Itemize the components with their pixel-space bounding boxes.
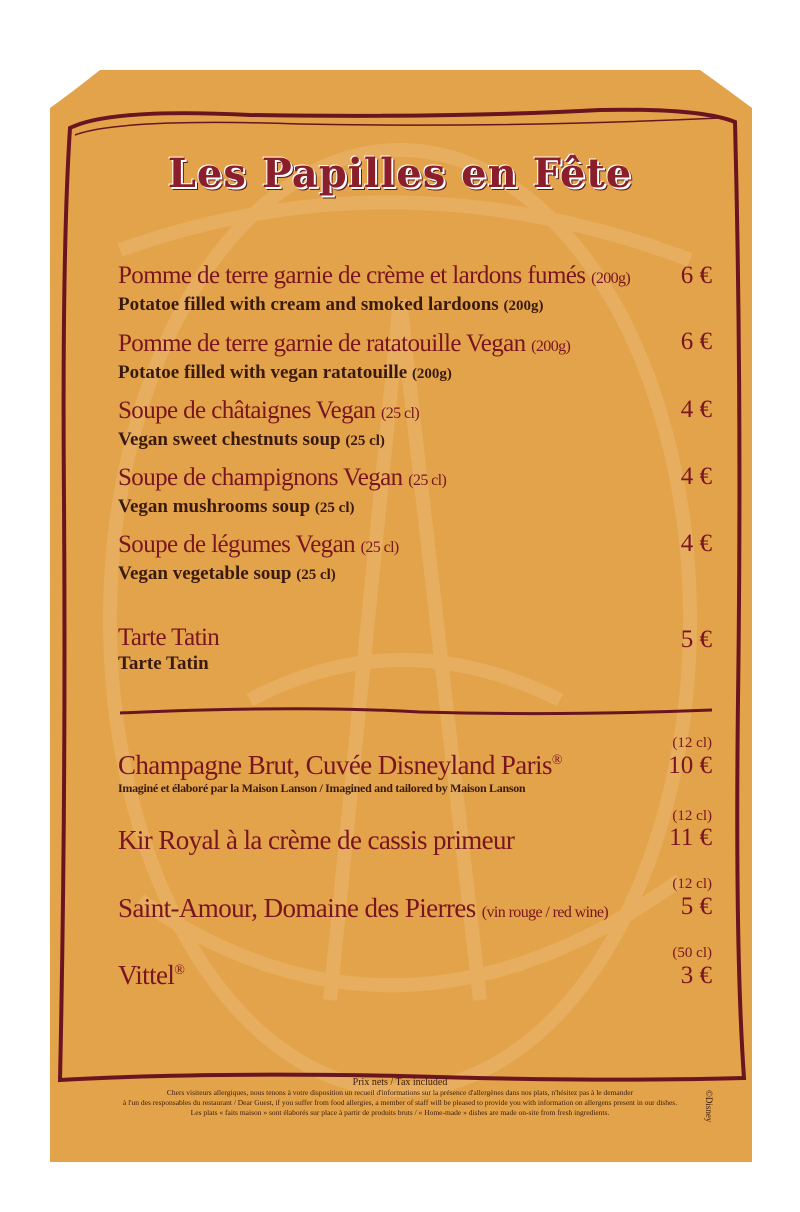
- drink-price: 11 €: [669, 824, 712, 851]
- drink-item: [118, 893, 718, 924]
- item-price: 5 €: [680, 626, 712, 653]
- drink-price: 10 €: [668, 752, 712, 779]
- menu-title: Les Papilles en Fête: [167, 150, 633, 197]
- item-name-fr: Soupe de châtaignes Vegan: [118, 397, 376, 424]
- item-name-fr: Tarte Tatin: [118, 624, 220, 651]
- drink-volume: (12 cl): [672, 808, 712, 824]
- drink-item: [118, 960, 718, 991]
- item-name-en: Vegan vegetable soup: [118, 563, 292, 584]
- item-size-fr: (25 cl): [381, 405, 420, 422]
- drink-name: Vittel: [118, 960, 175, 990]
- footer-allergy-note: Chers visiteurs allergiques, nous tenons à votre disposition un recueil d'informations sur la présence d'allergènes dans nos plats, n'hésitez pas à le demander: [166, 1088, 634, 1097]
- item-name-fr: Pomme de terre garnie de ratatouille Vegan: [118, 330, 526, 357]
- drink-name: Kir Royal à la crème de cassis primeur: [118, 825, 515, 855]
- item-name-en: Potatoe filled with vegan ratatouille: [118, 362, 408, 383]
- item-size-en: (25 cl): [314, 500, 355, 516]
- item-size-fr: (25 cl): [360, 539, 399, 556]
- registered-mark: ®: [174, 963, 185, 978]
- drink-name: Champagne Brut, Cuvée Disneyland Paris: [118, 750, 552, 780]
- item-size-en: (200g): [411, 366, 452, 382]
- item-name-en: Tarte Tatin: [118, 653, 209, 674]
- menu-item: [118, 397, 718, 453]
- menu-item-dessert: [118, 624, 718, 676]
- drink-name: Saint-Amour, Domaine des Pierres: [118, 893, 476, 923]
- drink-volume: (12 cl): [672, 876, 712, 892]
- drink-note: Imaginé et élaboré par la Maison Lanson / Imagined and tailored by Maison Lanson: [118, 781, 526, 795]
- item-name-fr: Soupe de champignons Vegan: [118, 464, 403, 491]
- drink-volume: (50 cl): [672, 945, 712, 961]
- item-price: 4 €: [680, 396, 712, 423]
- item-price: 6 €: [680, 328, 712, 355]
- item-size-fr: (200g): [591, 270, 631, 287]
- menu-item: [118, 464, 718, 520]
- footer-homemade-note: Les plats « faits maison » sont élaborés sur place à partir de produits bruts / « Home-made » dishes are made on-site from fresh ingredients.: [190, 1108, 610, 1117]
- item-size-en: (200g): [503, 298, 544, 314]
- menu-item: [118, 531, 718, 587]
- footer-allergy-note-en: à l'un des responsables du restaurant / Dear Guest, if you suffer from food allergies, a member of staff will be pleased to provide you with information on allergens present in our dishes.: [122, 1098, 678, 1107]
- menu-item: [118, 330, 718, 386]
- item-price: 6 €: [680, 262, 712, 289]
- footer-tax-note: Prix nets / Tax included: [352, 1077, 448, 1088]
- item-size-fr: (200g): [531, 338, 571, 355]
- drink-volume: (12 cl): [672, 735, 712, 751]
- item-price: 4 €: [680, 463, 712, 490]
- drink-extra: (vin rouge / red wine): [481, 904, 609, 921]
- copyright: ©Disney: [704, 1090, 714, 1123]
- drink-item: [118, 825, 718, 856]
- registered-mark: ®: [551, 753, 562, 768]
- menu-item: [118, 262, 718, 318]
- drink-price: 3 €: [680, 962, 712, 989]
- item-size-fr: (25 cl): [408, 472, 447, 489]
- item-size-en: (25 cl): [345, 433, 385, 449]
- item-size-en: (25 cl): [296, 567, 336, 583]
- item-name-fr: Soupe de légumes Vegan: [118, 531, 355, 558]
- drink-price: 5 €: [680, 893, 712, 920]
- item-name-fr: Pomme de terre garnie de crème et lardons fumés: [118, 262, 586, 289]
- item-name-en: Vegan mushrooms soup: [118, 496, 311, 517]
- item-name-en: Potatoe filled with cream and smoked lardoons: [118, 294, 499, 315]
- drink-item: [118, 750, 718, 796]
- item-name-en: Vegan sweet chestnuts soup: [118, 429, 341, 450]
- menu-footer: [100, 1077, 700, 1118]
- item-price: 4 €: [680, 530, 712, 557]
